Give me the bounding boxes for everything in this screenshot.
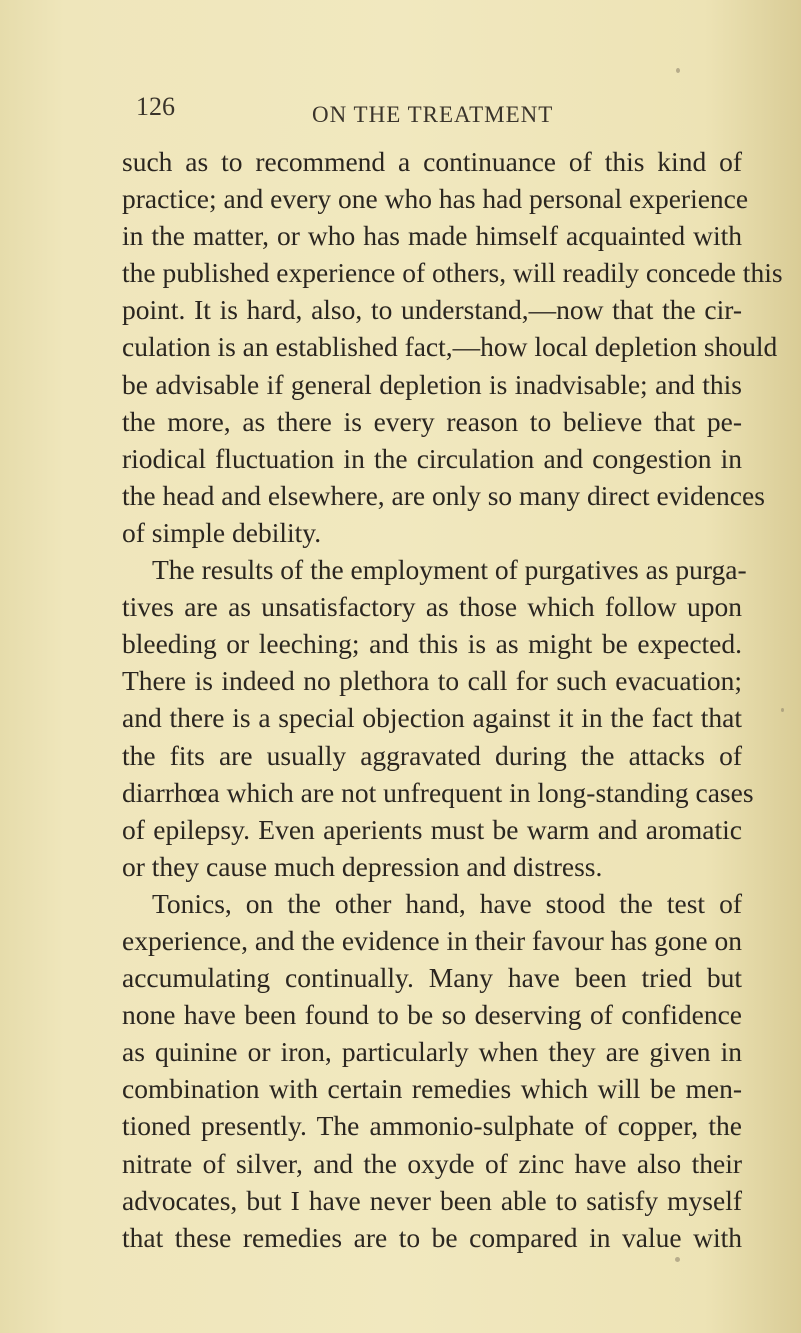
text-line: and there is a special objection against it in the fact that xyxy=(122,702,742,734)
text-line: the published experience of others, will readily concede this xyxy=(122,257,783,289)
text-line: advocates, but I have never been able to satisfy myself xyxy=(122,1184,742,1216)
text-line: in the matter, or who has made himself acquainted with xyxy=(122,220,742,252)
text-line: of simple debility. xyxy=(122,516,322,548)
text-line: Tonics, on the other hand, have stood the test of xyxy=(152,887,742,919)
body-text xyxy=(122,143,783,1256)
text-line: or they cause much depression and distress. xyxy=(122,850,603,882)
text-line: experience, and the evidence in their favour has gone on xyxy=(122,924,743,956)
paper-speck xyxy=(675,1257,680,1262)
text-line: be advisable if general depletion is inadvisable; and this xyxy=(122,368,742,400)
text-line: diarrhœa which are not unfrequent in long-standing cases xyxy=(122,776,754,808)
text-line: point. It is hard, also, to understand,—now that the cir- xyxy=(122,294,742,326)
text-line: The results of the employment of purgatives as purga- xyxy=(152,554,747,586)
text-line: nitrate of silver, and the oxyde of zinc have also their xyxy=(122,1147,742,1179)
text-line: accumulating continually. Many have been tried but xyxy=(122,962,742,994)
text-line: of epilepsy. Even aperients must be warm and aromatic xyxy=(122,813,742,845)
text-line: such as to recommend a continuance of this kind of xyxy=(122,146,742,177)
text-line: practice; and every one who has had personal experience xyxy=(122,183,749,215)
paper-speck xyxy=(781,708,784,712)
text-line: bleeding or leeching; and this is as might be expected. xyxy=(122,628,742,660)
text-line: the head and elsewhere, are only so many direct evidences xyxy=(122,479,765,511)
text-line: none have been found to be so deserving of confidence xyxy=(122,999,742,1031)
text-line: the fits are usually aggravated during the attacks of xyxy=(122,739,742,771)
text-line: as quinine or iron, particularly when they are given in xyxy=(122,1036,742,1068)
text-line: tioned presently. The ammonio-sulphate of copper, the xyxy=(122,1110,742,1142)
text-line: culation is an established fact,—how local depletion should xyxy=(122,331,778,363)
page-number: 126 xyxy=(136,92,175,121)
text-line: tives are as unsatisfactory as those which follow upon xyxy=(122,591,742,623)
running-head: ON THE TREATMENT xyxy=(312,102,554,127)
text-line: There is indeed no plethora to call for such evacuation; xyxy=(122,665,742,697)
text-line: combination with certain remedies which will be men- xyxy=(122,1073,742,1105)
text-line: riodical fluctuation in the circulation and congestion in xyxy=(122,442,742,474)
paper-speck xyxy=(676,68,680,73)
text-line: that these remedies are to be compared in value with xyxy=(122,1221,742,1253)
text-line: the more, as there is every reason to believe that pe- xyxy=(122,405,742,437)
